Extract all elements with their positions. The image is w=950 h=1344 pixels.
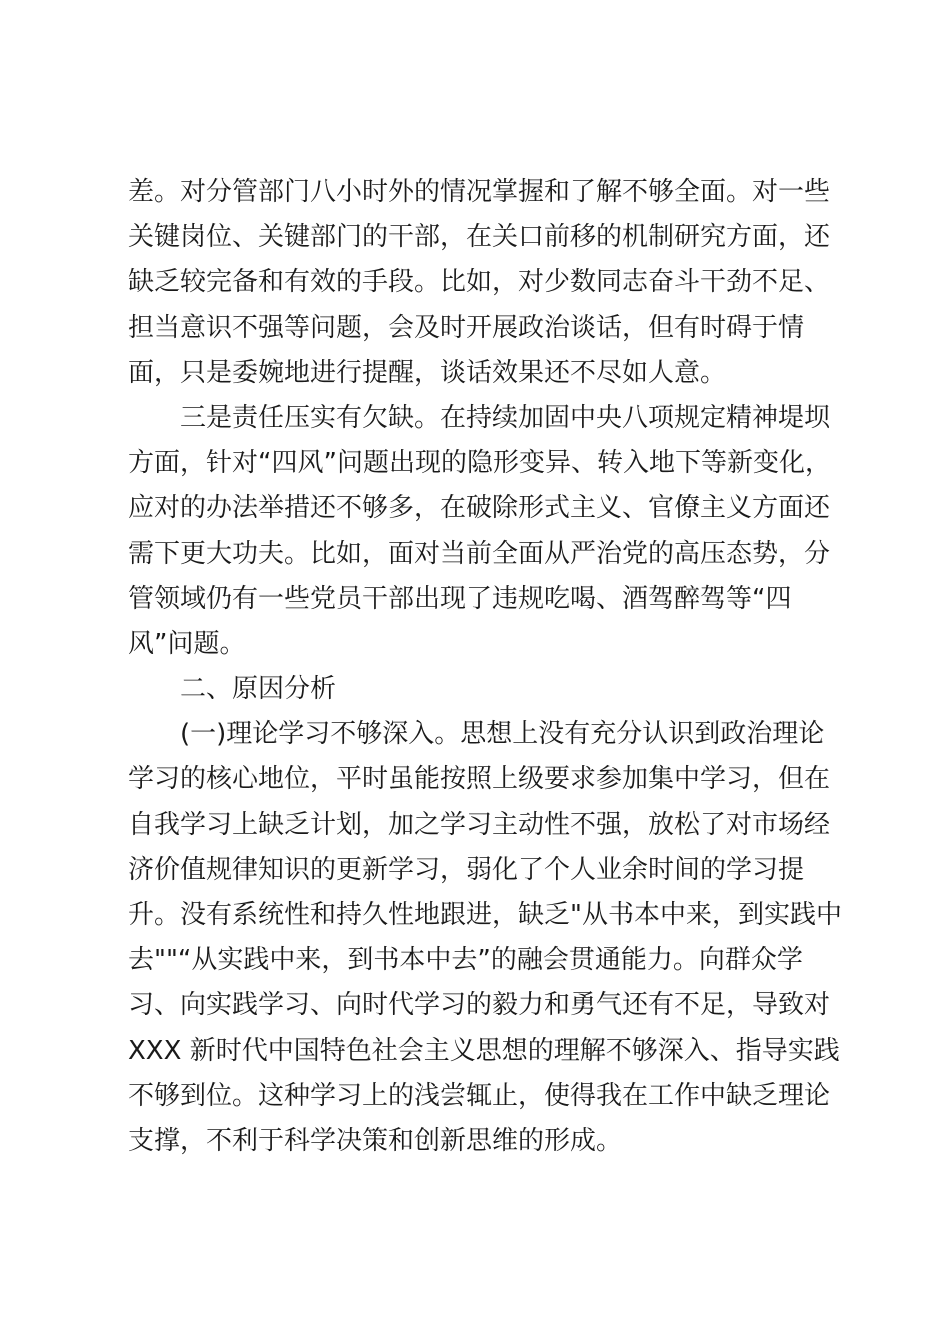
text-line: 济价值规律知识的更新学习，弱化了个人业余时间的学习提 xyxy=(128,854,805,885)
text-line: 管领域仍有一些党员干部出现了违规吃喝、酒驾醉驾等“四 xyxy=(128,583,792,614)
text-line: 缺乏较完备和有效的手段。比如，对少数同志奋斗干劲不足、 xyxy=(128,267,831,298)
text-line: 自我学习上缺乏计划，加之学习主动性不强，放松了对市场经 xyxy=(128,809,831,840)
text-line: 关键岗位、关键部门的干部，在关口前移的机制研究方面，还 xyxy=(128,222,831,253)
text-line: 应对的办法举措还不够多，在破除形式主义、官僚主义方面还 xyxy=(128,493,831,524)
paragraph-start-line: (一)理论学习不够深入。思想上没有充分认识到政治理论 xyxy=(180,719,825,750)
text-line: 担当意识不强等问题，会及时开展政治谈话，但有时碍于情 xyxy=(128,312,805,343)
document-body xyxy=(128,170,842,1164)
text-line: 习、向实践学习、向时代学习的毅力和勇气还有不足，导致对 xyxy=(128,990,831,1021)
text-line: 去""“从实践中来，到书本中去”的融会贯通能力。向群众学 xyxy=(128,945,803,976)
text-line: 面，只是委婉地进行提醒，谈话效果还不尽如人意。 xyxy=(128,357,727,388)
text-line: 方面，针对“四风”问题出现的隐形变异、转入地下等新变化， xyxy=(128,448,831,479)
text-line: 风”问题。 xyxy=(128,628,246,659)
text-line: 学习的核心地位，平时虽能按照上级要求参加集中学习，但在 xyxy=(128,764,831,795)
text-line: 不够到位。这种学习上的浅尝辄止，使得我在工作中缺乏理论 xyxy=(128,1080,831,1111)
text-line: 差。对分管部门八小时外的情况掌握和了解不够全面。对一些 xyxy=(128,177,831,207)
text-line: XXX 新时代中国特色社会主义思想的理解不够深入、指导实践 xyxy=(128,1035,840,1066)
text-line: 需下更大功夫。比如，面对当前全面从严治党的高压态势，分 xyxy=(128,538,831,569)
paragraph-start-line: 三是责任压实有欠缺。在持续加固中央八项规定精神堤坝 xyxy=(180,402,831,433)
text-line: 升。没有系统性和持久性地跟进，缺乏"从书本中来，到实践中 xyxy=(128,900,842,930)
text-line: 支撑，不利于科学决策和创新思维的形成。 xyxy=(128,1125,623,1156)
section-heading: 二、原因分析 xyxy=(180,674,337,705)
